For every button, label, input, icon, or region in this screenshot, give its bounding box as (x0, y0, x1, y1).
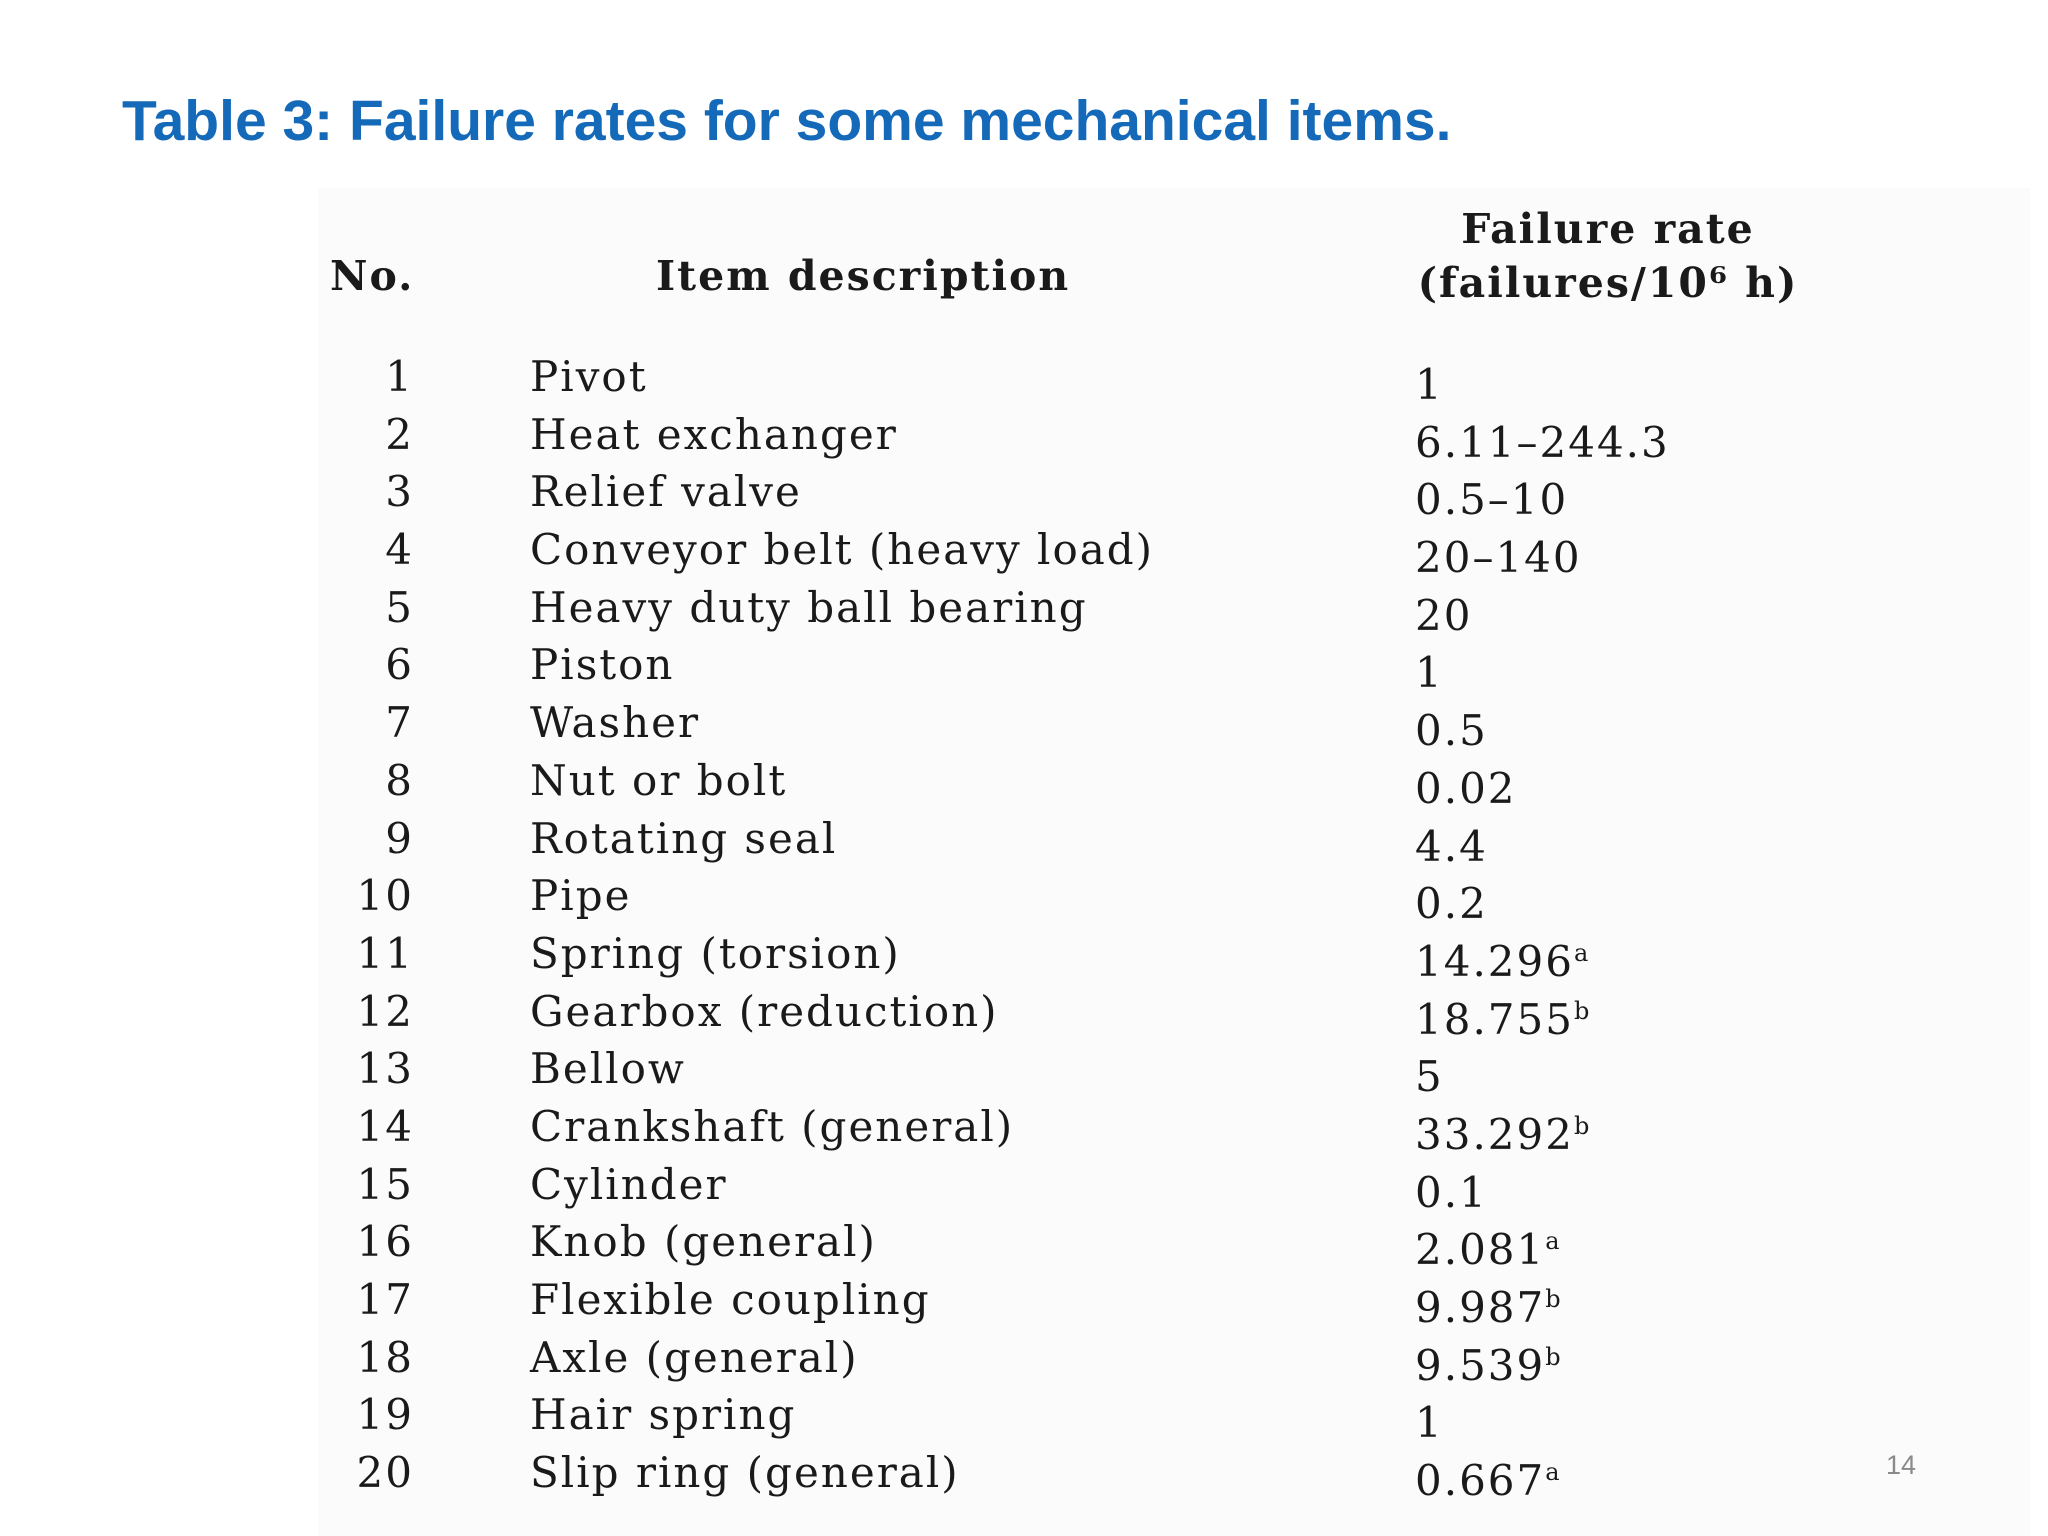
failure-rate-value: 0.5 (1415, 706, 1488, 756)
table-row (318, 1444, 2030, 1506)
table-row (318, 1040, 2030, 1102)
failure-rate-value: 9.987 (1415, 1283, 1546, 1332)
item-description: Pipe (530, 871, 632, 921)
item-description: Heavy duty ball bearing (530, 582, 1088, 632)
table-row (318, 348, 2030, 409)
footnote-marker: a (1545, 1458, 1560, 1487)
row-number: 5 (385, 582, 414, 632)
failure-rate-value: 18.755 (1415, 994, 1574, 1044)
failure-rate (1415, 1213, 1560, 1279)
failure-rate-value: 1 (1415, 1398, 1444, 1448)
failure-rate-value: 14.296 (1415, 936, 1574, 986)
failure-rate (1415, 636, 1444, 702)
item-description: Heat exchanger (530, 409, 898, 459)
page-number: 14 (1886, 1450, 1917, 1480)
table-row (318, 1386, 2030, 1448)
item-description: Axle (general) (530, 1332, 859, 1382)
item-description: Slip ring (general) (530, 1448, 960, 1498)
row-number: 4 (385, 525, 414, 575)
row-number: 18 (356, 1332, 414, 1382)
item-description: Bellow (530, 1044, 686, 1094)
row-number: 17 (356, 1275, 414, 1324)
failure-rate (1415, 1098, 1589, 1164)
table-row (318, 810, 2030, 871)
failure-rate-value: 0.02 (1415, 763, 1517, 813)
table-row (318, 983, 2030, 1044)
failure-rate (1415, 925, 1588, 991)
failure-rate (1415, 810, 1488, 876)
item-description: Piston (530, 640, 675, 690)
failure-rate (1415, 348, 1444, 414)
table-row (318, 1156, 2030, 1217)
row-number: 9 (385, 813, 414, 863)
header-no: No. (330, 252, 415, 300)
table-row (318, 1329, 2030, 1390)
footnote-marker: a (1573, 938, 1589, 967)
failure-rate (1415, 983, 1589, 1049)
failure-rate-value: 9.539 (1415, 1340, 1546, 1390)
table-row (318, 1098, 2030, 1159)
row-number: 11 (356, 928, 414, 978)
failure-rate (1415, 1386, 1444, 1452)
header-failure-rate-line2: (failures/10⁶ h) (1417, 259, 1799, 307)
failure-rate (1415, 1040, 1444, 1106)
item-description: Relief valve (530, 467, 802, 517)
table-row (318, 925, 2030, 986)
row-number: 1 (385, 352, 414, 401)
item-description: Nut or bolt (530, 755, 788, 805)
item-description: Rotating seal (530, 813, 838, 863)
item-description: Gearbox (reduction) (530, 986, 999, 1036)
table-row (318, 1271, 2030, 1332)
row-number: 15 (356, 1159, 414, 1209)
failure-rate-value: 20–140 (1415, 533, 1582, 583)
table-row (318, 867, 2030, 929)
failure-rate (1415, 752, 1517, 818)
item-description: Spring (torsion) (530, 928, 901, 978)
failure-rate-value: 0.1 (1415, 1167, 1488, 1217)
failure-rate-value: 33.292 (1415, 1109, 1574, 1159)
item-description: Hair spring (530, 1390, 797, 1440)
failure-rate-value: 0.5–10 (1415, 475, 1569, 525)
row-number: 20 (356, 1448, 414, 1498)
failure-rate-value: 1 (1415, 648, 1444, 698)
failure-rate-value: 6.11–244.3 (1415, 417, 1670, 467)
row-number: 14 (356, 1101, 414, 1151)
row-number: 7 (385, 698, 414, 748)
failure-rate (1415, 406, 1670, 472)
footnote-marker: a (1545, 1227, 1560, 1256)
failure-rate-value: 2.081 (1415, 1225, 1546, 1275)
table-row (318, 406, 2030, 467)
failure-rate (1415, 1156, 1488, 1222)
failure-rate (1415, 1329, 1561, 1395)
header-item-description: Item description (656, 252, 1071, 300)
row-number: 10 (356, 871, 414, 921)
failure-rate-value: 1 (1415, 360, 1444, 409)
row-number: 8 (385, 755, 414, 805)
failure-rate (1415, 867, 1488, 933)
table-row (318, 1213, 2030, 1275)
table-body (318, 348, 2030, 1506)
item-description: Conveyor belt (heavy load) (530, 525, 1155, 575)
header-failure-rate-line1: Failure rate (1461, 205, 1755, 253)
table-row (318, 636, 2030, 698)
item-description: Crankshaft (general) (530, 1101, 1015, 1151)
item-description: Knob (general) (530, 1217, 877, 1267)
failure-rate (1415, 694, 1488, 760)
footnote-marker: b (1573, 996, 1590, 1025)
item-description: Washer (530, 698, 701, 748)
failure-rate (1415, 463, 1568, 529)
failure-rate-value: 0.667 (1415, 1456, 1546, 1506)
table-row (318, 463, 2030, 525)
failure-rate-table (318, 188, 2030, 1536)
failure-rate-value: 4.4 (1415, 821, 1488, 871)
failure-rate (1415, 579, 1472, 645)
footnote-marker: b (1545, 1342, 1561, 1371)
row-number: 2 (385, 409, 414, 459)
item-description: Flexible coupling (530, 1275, 931, 1324)
row-number: 19 (356, 1390, 414, 1440)
row-number: 16 (356, 1217, 414, 1267)
row-number: 12 (356, 986, 414, 1036)
failure-rate-value: 20 (1415, 590, 1473, 640)
failure-rate (1415, 1444, 1560, 1510)
table-row (318, 752, 2030, 813)
failure-rate-value: 5 (1415, 1052, 1444, 1102)
table-row (318, 694, 2030, 756)
row-number: 3 (385, 467, 414, 517)
slide-title: Table 3: Failure rates for some mechanical items. (122, 89, 1452, 153)
footnote-marker: b (1545, 1285, 1561, 1313)
header-failure-rate (1348, 202, 1868, 310)
footnote-marker: b (1573, 1111, 1590, 1140)
table-row (318, 521, 2030, 583)
failure-rate-value: 0.2 (1415, 879, 1488, 929)
failure-rate (1415, 1271, 1561, 1337)
row-number: 6 (385, 640, 414, 690)
row-number: 13 (356, 1044, 414, 1094)
failure-rate (1415, 521, 1582, 587)
item-description: Cylinder (530, 1159, 728, 1209)
item-description: Pivot (530, 352, 648, 401)
table-row (318, 579, 2030, 640)
